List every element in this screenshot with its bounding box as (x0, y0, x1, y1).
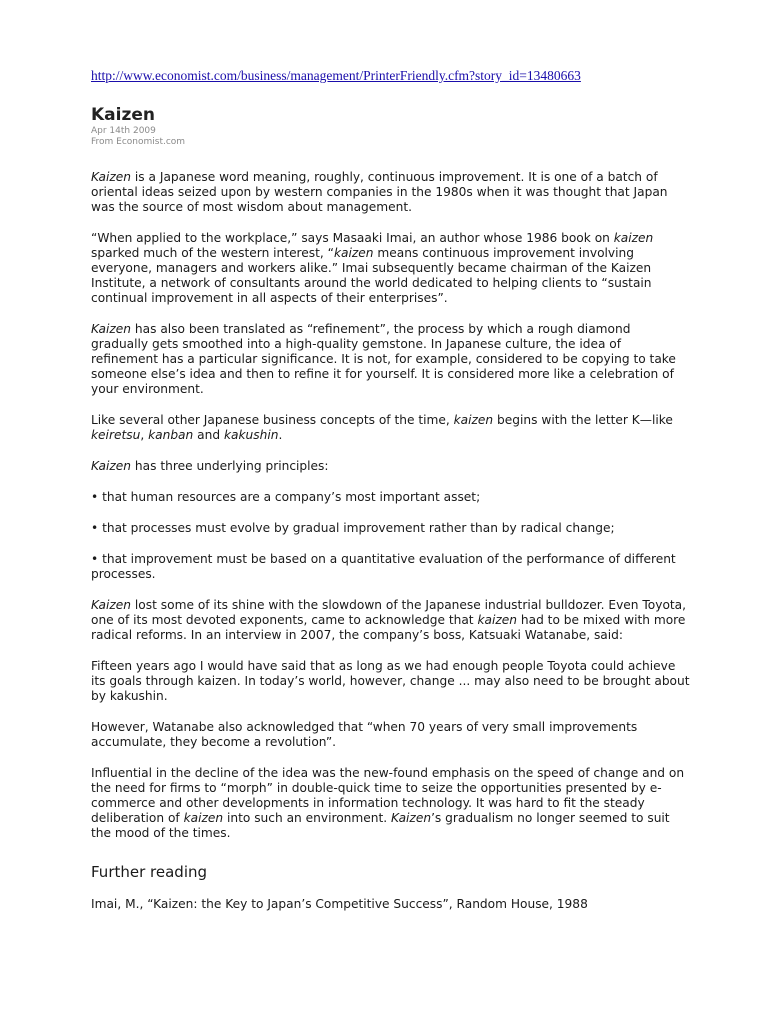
italic-term: keiretsu (91, 428, 141, 442)
article-paragraph (91, 231, 691, 306)
article-paragraph (91, 170, 691, 215)
text-run: had to be mixed with more radical reforms. In an interview in 2007, the company’s boss, Katsuaki Watanabe, said: (91, 613, 686, 642)
article-url-link[interactable]: http://www.economist.com/business/management/PrinterFriendly.cfm?story_id=13480663 (91, 68, 581, 83)
text-run: However, Watanabe also acknowledged that “when 70 years of very small improvements accumulate, they become a revolution”. (91, 720, 638, 749)
italic-term: Kaizen (91, 598, 132, 612)
italic-term: Kaizen (91, 459, 132, 473)
text-run: Like several other Japanese business concepts of the time, (91, 413, 454, 427)
text-run: Fifteen years ago I would have said that as long as we had enough people Toyota could achieve its goals through kaizen. In today’s world, however, change ... may also need to be brought about by kakushin. (91, 659, 690, 703)
further-reading-heading: Further reading (91, 863, 208, 881)
text-run: is a Japanese word meaning, roughly, continuous improvement. It is one of a batch of oriental ideas seized upon by western companies in the 1980s when it was thought that Japan was the source of most wisdom about management. (91, 170, 668, 214)
article-paragraph (91, 459, 691, 474)
italic-term: Kaizen (391, 811, 432, 825)
article-source: From Economist.com (91, 137, 186, 147)
article-paragraph (91, 598, 691, 643)
text-run: into such an environment. (223, 811, 392, 825)
text-run: and (193, 428, 224, 442)
further-reading-reference: Imai, M., “Kaizen: the Key to Japan’s Competitive Success”, Random House, 1988 (91, 897, 588, 911)
text-run: Influential in the decline of the idea was the new-found emphasis on the speed of change and on the need for firms to “morph” in double-quick time to seize the opportunities presented by e-commerce and other developments in information technology. It was hard to fit the steady deliberation of (91, 766, 685, 825)
article-paragraph (91, 552, 691, 582)
italic-term: Kaizen (91, 170, 132, 184)
italic-term: kaizen (453, 413, 494, 427)
article-paragraph (91, 720, 691, 750)
text-run: means continuous improvement involving everyone, managers and workers alike.” Imai subsequently became chairman of the Kaizen Institute, a network of consultants around the world dedicated to helping clients to “sustain continual improvement in all aspects of their enterprises”. (91, 246, 652, 305)
text-run: , (140, 428, 149, 442)
document-page (91, 68, 691, 912)
italic-term: kakushin (223, 428, 279, 442)
italic-term: kaizen (334, 246, 374, 260)
article-title: Kaizen (91, 105, 155, 125)
italic-term: kanban (148, 428, 194, 442)
text-run: • that processes must evolve by gradual improvement rather than by radical change; (91, 521, 615, 535)
italic-term: kaizen (183, 811, 224, 825)
text-run: sparked much of the western interest, “ (91, 246, 334, 260)
article-paragraph (91, 490, 691, 505)
text-run: ’s gradualism no longer seemed to suit the mood of the times. (91, 811, 670, 840)
italic-term: kaizen (613, 231, 654, 245)
article-paragraph (91, 659, 691, 704)
text-run: begins with the letter K—like (493, 413, 673, 427)
text-run: • that human resources are a company’s most important asset; (91, 490, 481, 504)
text-run: has also been translated as “refinement”, the process by which a rough diamond gradually gets smoothed into a high-quality gemstone. In Japanese culture, the idea of refinement has a particular significance. It is not, for example, considered to be copying to take someone else’s idea and then to refine it for yourself. It is considered more like a celebration of your environment. (91, 322, 676, 396)
text-run: has three underlying principles: (131, 459, 329, 473)
article-date: Apr 14th 2009 (91, 126, 156, 136)
text-run: lost some of its shine with the slowdown of the Japanese industrial bulldozer. Even Toyota, one of its most devoted exponents, came to acknowledge that (91, 598, 687, 627)
italic-term: Kaizen (91, 322, 132, 336)
text-run: . (278, 428, 283, 442)
article-body (91, 170, 691, 841)
article-paragraph (91, 521, 691, 536)
article-paragraph (91, 322, 691, 397)
article-paragraph (91, 413, 691, 443)
text-run: “When applied to the workplace,” says Masaaki Imai, an author whose 1986 book on (91, 231, 614, 245)
text-run: • that improvement must be based on a quantitative evaluation of the performance of different processes. (91, 552, 676, 581)
article-paragraph (91, 766, 691, 841)
italic-term: kaizen (477, 613, 517, 627)
